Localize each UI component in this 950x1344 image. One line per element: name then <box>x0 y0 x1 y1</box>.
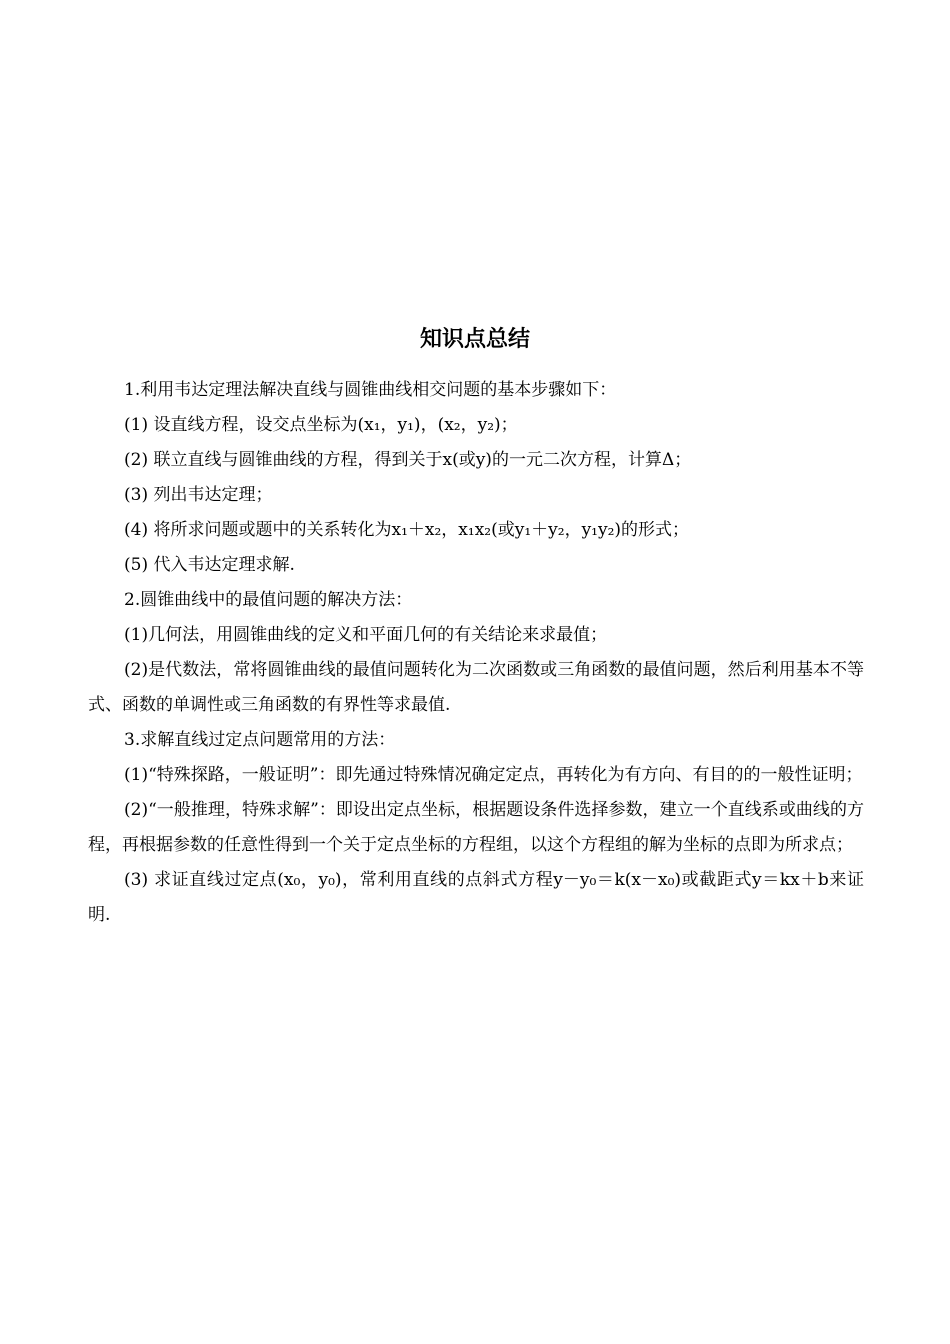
page-title: 知识点总结 <box>419 327 530 352</box>
section-3-method-1: (1)“特殊探路，一般证明”：即先通过特殊情况确定定点，再转化为有方向、有目的的一般性证明； <box>124 765 863 785</box>
document-body <box>88 373 864 933</box>
section-1-step-4: (4) 将所求问题或题中的关系转化为x₁＋x₂，x₁x₂(或y₁＋y₂，y₁y₂)的形式； <box>124 520 690 540</box>
section-3-heading: 3.求解直线过定点问题常用的方法： <box>124 730 396 750</box>
section-3-method-2: (2)“一般推理，特殊求解”：即设出定点坐标，根据题设条件选择参数，建立一个直线系或曲线的方程，再根据参数的任意性得到一个关于定点坐标的方程组，以这个方程组的解为坐标的点即为所求点； <box>88 800 864 855</box>
section-1-step-5: (5) 代入韦达定理求解. <box>124 555 295 575</box>
section-1-step-2: (2) 联立直线与圆锥曲线的方程，得到关于x(或y)的一元二次方程，计算Δ； <box>124 450 692 470</box>
section-1-heading: 1.利用韦达定理法解决直线与圆锥曲线相交问题的基本步骤如下： <box>124 380 617 400</box>
section-1-step-1: (1) 设直线方程，设交点坐标为(x₁，y₁)，(x₂，y₂)； <box>124 415 518 435</box>
section-1-step-3: (3) 列出韦达定理； <box>124 485 273 505</box>
section-2-method-2: (2)是代数法，常将圆锥曲线的最值问题转化为二次函数或三角函数的最值问题，然后利用基本不等式、函数的单调性或三角函数的有界性等求最值. <box>88 660 864 715</box>
section-2-heading: 2.圆锥曲线中的最值问题的解决方法： <box>124 590 413 610</box>
section-3-method-3: (3) 求证直线过定点(x₀，y₀)，常利用直线的点斜式方程y－y₀＝k(x－x₀)或截距式y＝kx＋b来证明. <box>88 870 864 925</box>
section-2-method-1: (1)几何法，用圆锥曲线的定义和平面几何的有关结论来求最值； <box>124 625 608 645</box>
